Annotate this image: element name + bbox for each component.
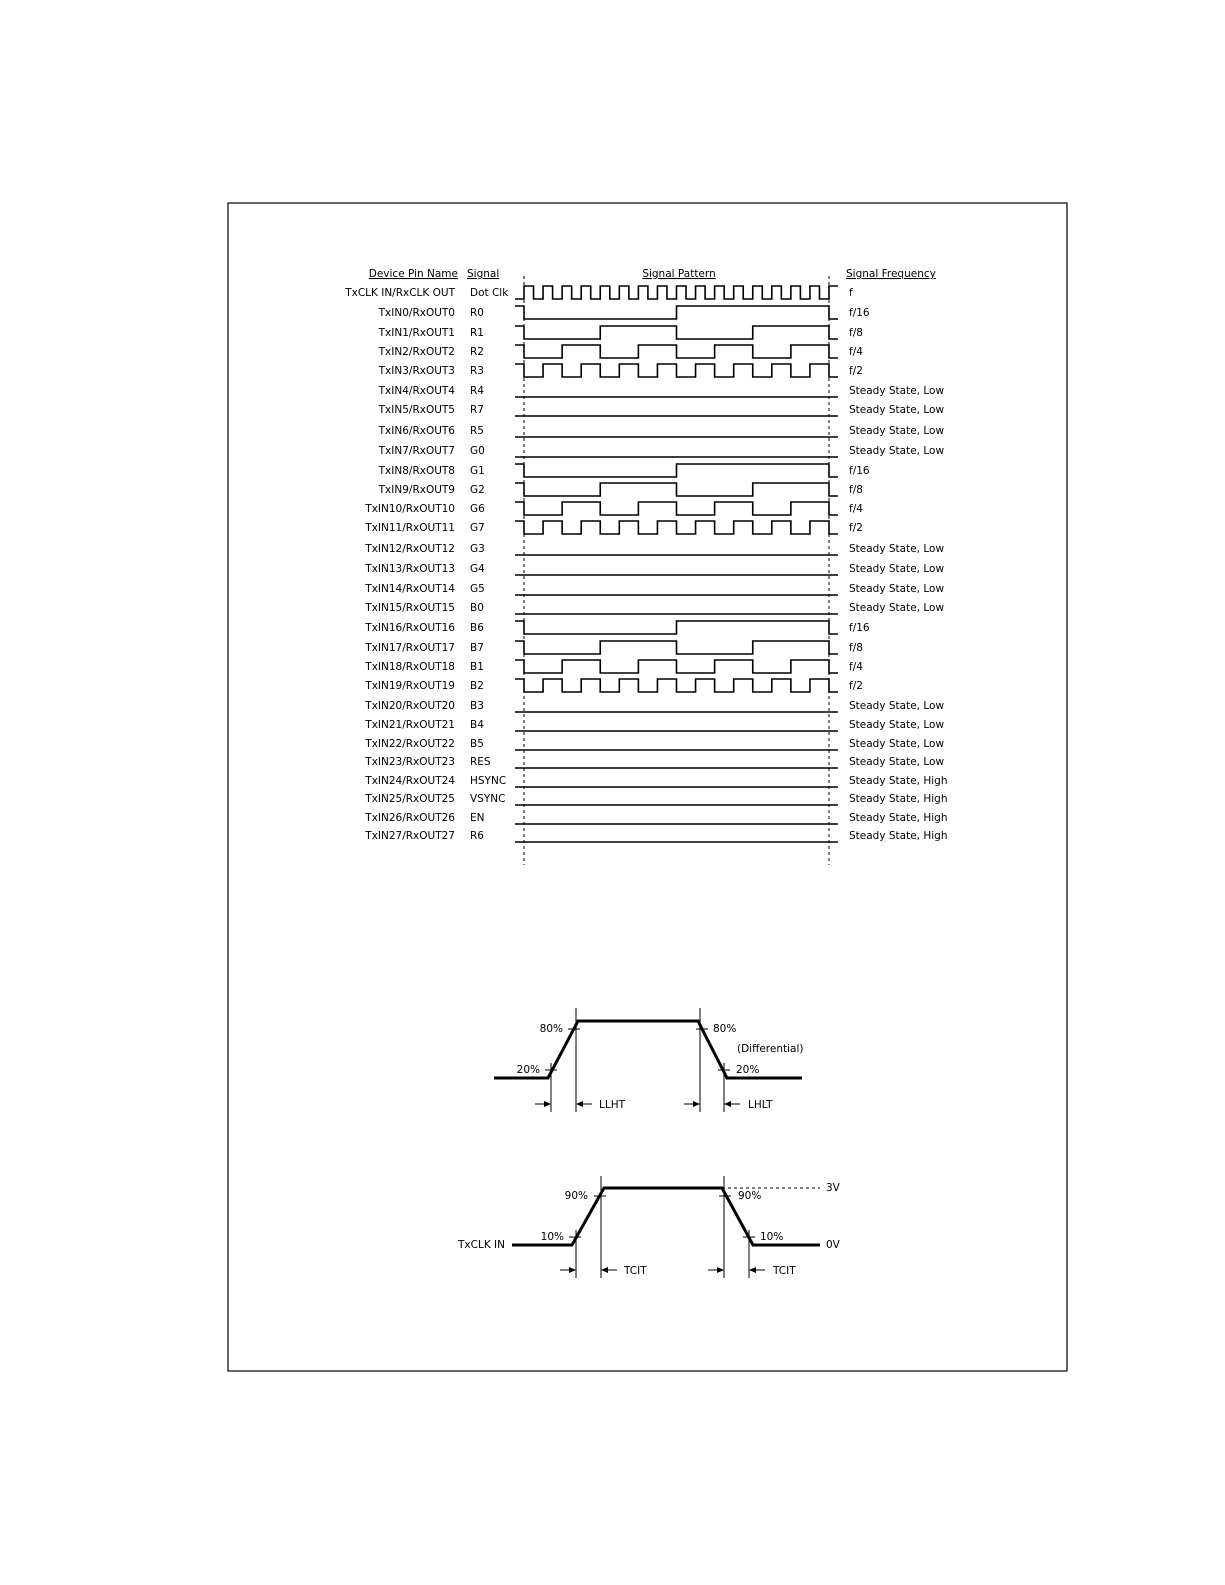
signal-frequency: Steady State, High (849, 793, 948, 805)
signal-row (364, 521, 863, 534)
signal-frequency: Steady State, Low (849, 756, 945, 768)
signal-row (364, 719, 944, 731)
signal-row (378, 483, 863, 496)
signal-waveform (515, 621, 838, 634)
signal-waveform (515, 660, 838, 673)
signal-row (364, 793, 947, 805)
signal-waveform (515, 326, 838, 339)
clock-rise-90pct-label: 90% (564, 1190, 588, 1202)
signal-name: G0 (470, 445, 485, 457)
differential-note: (Differential) (737, 1043, 804, 1055)
signal-row (344, 286, 853, 299)
device-pin-name: TxIN21/RxOUT21 (365, 719, 455, 731)
rise-80pct-label: 80% (539, 1023, 563, 1035)
device-pin-name: TxIN4/RxOUT4 (378, 385, 455, 397)
signal-name: Dot Clk (470, 287, 509, 299)
device-pin-name: TxIN27/RxOUT27 (365, 830, 455, 842)
signal-frequency: Steady State, Low (849, 738, 945, 750)
signal-name: B4 (470, 719, 484, 731)
signal-frequency: f/8 (849, 642, 863, 654)
signal-frequency: f/4 (849, 661, 863, 673)
device-pin-name: TxIN16/RxOUT16 (365, 622, 455, 634)
signal-row (364, 679, 863, 692)
clock-3v-label: 3V (826, 1182, 840, 1194)
llht-label: LLHT (599, 1099, 626, 1111)
signal-row (378, 306, 870, 319)
signal-row (364, 583, 944, 595)
device-pin-name: TxIN26/RxOUT26 (365, 812, 455, 824)
signal-row (378, 385, 945, 397)
signal-frequency: f/2 (849, 522, 863, 534)
clock-fall-10pct-label: 10% (760, 1231, 784, 1243)
signal-name: R7 (470, 404, 484, 416)
clock-rise-right-arrowhead (601, 1267, 608, 1273)
fall-right-arrowhead (724, 1101, 731, 1107)
clock-rise-10pct-label: 10% (540, 1231, 564, 1243)
signal-name: R4 (470, 385, 484, 397)
signal-waveform (515, 286, 838, 299)
signal-frequency: Steady State, High (849, 830, 948, 842)
signal-name: G5 (470, 583, 485, 595)
clock-fall-90pct-label: 90% (738, 1190, 762, 1202)
fall-20pct-label: 20% (736, 1064, 760, 1076)
device-pin-name: TxIN20/RxOUT20 (365, 700, 455, 712)
signal-frequency: Steady State, Low (849, 563, 945, 575)
signal-row (364, 775, 947, 787)
device-pin-name: TxIN24/RxOUT24 (365, 775, 455, 787)
header-signal-frequency: Signal Frequency (846, 268, 936, 280)
signal-row (378, 364, 863, 377)
device-pin-name: TxIN2/RxOUT2 (378, 346, 455, 358)
signal-frequency: Steady State, Low (849, 404, 945, 416)
tcit-rise-label: TCIT (624, 1265, 647, 1277)
signal-rows (344, 286, 947, 842)
clock-fall-right-arrowhead (749, 1267, 756, 1273)
device-pin-name: TxIN11/RxOUT11 (365, 522, 455, 534)
device-pin-name: TxIN12/RxOUT12 (365, 543, 455, 555)
signal-name: HSYNC (470, 775, 507, 787)
signal-frequency: f/16 (849, 465, 870, 477)
signal-waveform (515, 364, 838, 377)
signal-name: G4 (470, 563, 485, 575)
fall-80pct-label: 80% (713, 1023, 737, 1035)
device-pin-name: TxIN9/RxOUT9 (378, 484, 455, 496)
signal-frequency: f (849, 287, 853, 299)
device-pin-name: TxIN7/RxOUT7 (378, 445, 455, 457)
signal-row (364, 543, 944, 555)
clock-fall-left-arrowhead (717, 1267, 724, 1273)
device-pin-name: TxIN5/RxOUT5 (378, 404, 455, 416)
signal-name: G3 (470, 543, 485, 555)
signal-frequency: f/8 (849, 327, 863, 339)
signal-frequency: f/4 (849, 503, 863, 515)
signal-frequency: f/2 (849, 365, 863, 377)
device-pin-name: TxIN10/RxOUT10 (365, 503, 455, 515)
signal-name: B0 (470, 602, 484, 614)
tcit-fall-label: TCIT (773, 1265, 796, 1277)
signal-row (378, 464, 870, 477)
device-pin-name: TxIN22/RxOUT22 (365, 738, 455, 750)
device-pin-name: TxIN23/RxOUT23 (365, 756, 455, 768)
signal-row (364, 660, 863, 673)
signal-waveform (515, 306, 838, 319)
signal-row (364, 621, 870, 634)
signal-name: R2 (470, 346, 484, 358)
device-pin-name: TxIN3/RxOUT3 (378, 365, 455, 377)
signal-name: R5 (470, 425, 484, 437)
signal-row (364, 700, 944, 712)
signal-row (364, 602, 944, 614)
signal-row (378, 425, 945, 437)
clock-transition-diagram (457, 1176, 841, 1278)
device-pin-name: TxIN8/RxOUT8 (378, 465, 455, 477)
device-pin-name: TxCLK IN/RxCLK OUT (345, 287, 455, 299)
device-pin-name: TxIN1/RxOUT1 (378, 327, 455, 339)
signal-frequency: f/16 (849, 622, 870, 634)
header-device-pin-name: Device Pin Name (368, 268, 458, 280)
signal-name: R0 (470, 307, 484, 319)
signal-frequency: Steady State, Low (849, 445, 945, 457)
signal-name: R6 (470, 830, 484, 842)
signal-waveform (515, 483, 838, 496)
signal-frequency: Steady State, Low (849, 543, 945, 555)
signal-frequency: Steady State, Low (849, 602, 945, 614)
signal-frequency: Steady State, High (849, 812, 948, 824)
header-signal-pattern: Signal Pattern (642, 268, 716, 280)
signal-name: G2 (470, 484, 485, 496)
signal-name: RES (470, 756, 491, 768)
signal-name: EN (470, 812, 485, 824)
header-signal: Signal (467, 268, 500, 280)
signal-waveform (515, 345, 838, 358)
signal-waveform (515, 641, 838, 654)
signal-row (364, 830, 947, 842)
signal-row (364, 563, 944, 575)
signal-row (364, 738, 944, 750)
signal-frequency: f/16 (849, 307, 870, 319)
column-headers (369, 268, 936, 280)
rise-left-arrowhead (544, 1101, 551, 1107)
signal-name: R1 (470, 327, 484, 339)
signal-waveform (515, 521, 838, 534)
signal-waveform (515, 502, 838, 515)
signal-name: G6 (470, 503, 485, 515)
device-pin-name: TxIN17/RxOUT17 (365, 642, 455, 654)
signal-row (378, 345, 864, 358)
differential-transition-diagram (494, 1008, 803, 1112)
lhlt-label: LHLT (748, 1099, 773, 1111)
signal-row (364, 812, 947, 824)
clock-0v-label: 0V (826, 1239, 840, 1251)
signal-name: B5 (470, 738, 484, 750)
device-pin-name: TxIN18/RxOUT18 (365, 661, 455, 673)
signal-frequency: Steady State, Low (849, 385, 945, 397)
signal-name: B3 (470, 700, 484, 712)
signal-row (364, 756, 944, 768)
fall-left-arrowhead (693, 1101, 700, 1107)
signal-name: B7 (470, 642, 484, 654)
signal-row (364, 641, 863, 654)
device-pin-name: TxIN0/RxOUT0 (378, 307, 455, 319)
device-pin-name: TxIN19/RxOUT19 (365, 680, 455, 692)
clock-rise-left-arrowhead (569, 1267, 576, 1273)
rise-right-arrowhead (576, 1101, 583, 1107)
signal-name: G7 (470, 522, 485, 534)
signal-name: B1 (470, 661, 484, 673)
signal-row (378, 326, 863, 339)
signal-frequency: Steady State, Low (849, 425, 945, 437)
signal-row (378, 445, 945, 457)
device-pin-name: TxIN13/RxOUT13 (365, 563, 455, 575)
device-pin-name: TxIN25/RxOUT25 (365, 793, 455, 805)
signal-name: R3 (470, 365, 484, 377)
signal-name: VSYNC (470, 793, 506, 805)
rise-20pct-label: 20% (516, 1064, 540, 1076)
txclk-in-label: TxCLK IN (458, 1239, 505, 1251)
signal-waveform (515, 679, 838, 692)
signal-frequency: Steady State, High (849, 775, 948, 787)
signal-frequency: f/2 (849, 680, 863, 692)
signal-name: B2 (470, 680, 484, 692)
signal-frequency: Steady State, Low (849, 700, 945, 712)
signal-frequency: f/8 (849, 484, 863, 496)
device-pin-name: TxIN6/RxOUT6 (378, 425, 455, 437)
signal-frequency: Steady State, Low (849, 719, 945, 731)
signal-row (364, 502, 863, 515)
signal-row (378, 404, 945, 416)
signal-waveform (515, 464, 838, 477)
device-pin-name: TxIN15/RxOUT15 (365, 602, 455, 614)
device-pin-name: TxIN14/RxOUT14 (365, 583, 455, 595)
signal-frequency: Steady State, Low (849, 583, 945, 595)
signal-name: G1 (470, 465, 485, 477)
signal-name: B6 (470, 622, 484, 634)
signal-frequency: f/4 (849, 346, 863, 358)
